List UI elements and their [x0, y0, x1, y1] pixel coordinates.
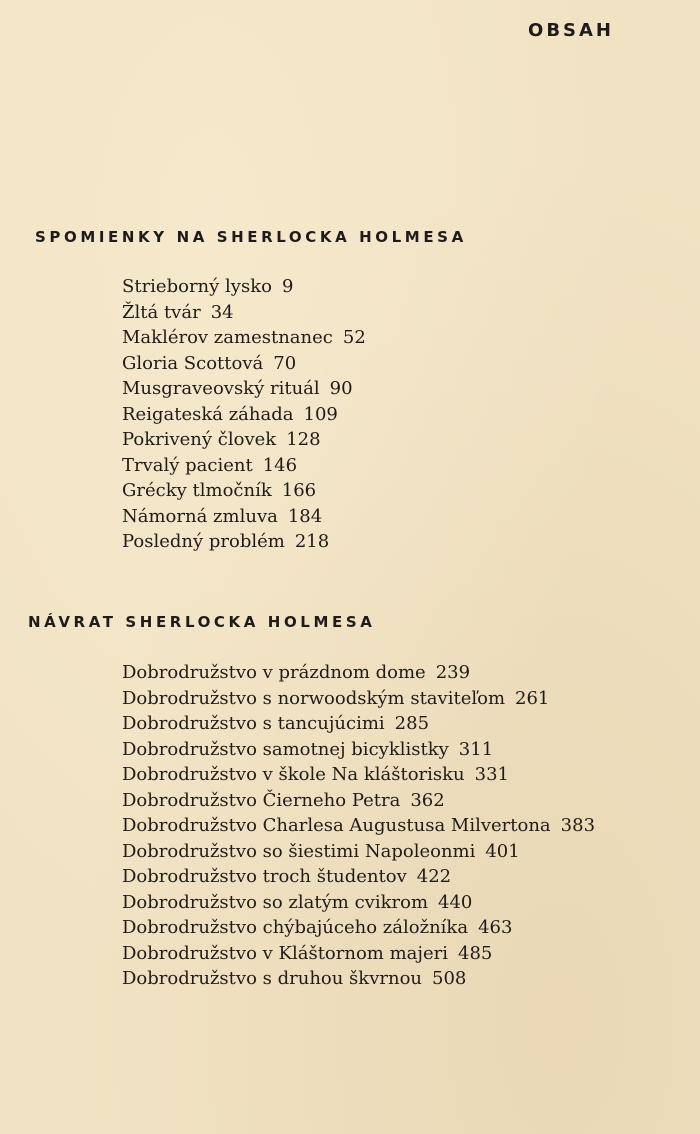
toc-entry-title: Dobrodružstvo chýbajúceho záložníka: [122, 917, 469, 938]
toc-entry-page-number: 52: [342, 327, 366, 348]
toc-entry-page-number: 485: [458, 942, 493, 964]
toc-entry: [122, 376, 366, 402]
toc-entry: [122, 529, 366, 555]
toc-entry-page-number: 146: [262, 454, 298, 476]
toc-entry-page-number: 90: [329, 378, 353, 399]
page-title: OBSAH: [528, 20, 614, 41]
toc-entry-title: Dobrodružstvo v Kláštornom majeri: [122, 942, 448, 964]
toc-entry-title: Dobrodružstvo samotnej bicyklistky: [122, 738, 449, 760]
toc-entry: [122, 402, 366, 428]
toc-entry: [122, 686, 595, 712]
toc-entry-page-number: 285: [394, 713, 430, 734]
toc-entry-title: Musgraveovský rituál: [122, 378, 320, 399]
toc-entry: [122, 504, 366, 530]
toc-entry-title: Námorná zmluva: [122, 505, 278, 527]
toc-entry: [122, 351, 366, 377]
toc-entry: [122, 864, 595, 890]
toc-entry-title: Pokrivený človek: [122, 429, 277, 450]
toc-entry-title: Dobrodružstvo troch študentov: [122, 866, 407, 887]
toc-entry-page-number: 311: [458, 738, 494, 760]
toc-entry: [122, 453, 366, 479]
section-heading-spomienky: SPOMIENKY NA SHERLOCKA HOLMESA: [35, 228, 467, 246]
toc-entry-page-number: 184: [287, 505, 323, 527]
toc-entry: [122, 274, 366, 300]
toc-entry-page-number: 331: [474, 764, 510, 785]
toc-entry: [122, 427, 366, 453]
toc-entry-page-number: 9: [281, 276, 294, 297]
toc-entry-page-number: 261: [515, 687, 550, 709]
toc-entry-title: Žltá tvár: [122, 301, 201, 323]
toc-entry-page-number: 70: [273, 352, 297, 374]
toc-entry-page-number: 401: [485, 840, 520, 862]
toc-entry-title: Strieborný lysko: [122, 276, 272, 297]
toc-entry-title: Dobrodružstvo s tancujúcimi: [122, 713, 385, 734]
toc-entry: [122, 966, 595, 992]
toc-entry-title: Trvalý pacient: [122, 454, 253, 476]
toc-entry-page-number: 128: [286, 429, 321, 450]
toc-entry-title: Dobrodružstvo s norwoodským staviteľom: [122, 687, 506, 709]
toc-entry-title: Dobrodružstvo v prázdnom dome: [122, 662, 426, 683]
toc-entry-page-number: 34: [210, 301, 234, 323]
toc-entry: [122, 813, 595, 839]
toc-entry: [122, 890, 595, 916]
toc-entry-title: Dobrodružstvo so šiestimi Napoleonmi: [122, 840, 476, 862]
toc-entry-title: Dobrodružstvo Charlesa Augustusa Milvertona: [122, 815, 551, 836]
toc-entry-page-number: 218: [294, 531, 330, 552]
toc-entry: [122, 711, 595, 737]
toc-entry: [122, 737, 595, 763]
toc-entry: [122, 839, 595, 865]
toc-entry: [122, 300, 366, 326]
toc-entry: [122, 762, 595, 788]
toc-entry: [122, 478, 366, 504]
toc-list-navrat: [122, 660, 595, 992]
toc-entry-page-number: 166: [281, 480, 317, 501]
toc-entry: [122, 325, 366, 351]
toc-entry: [122, 660, 595, 686]
toc-list-spomienky: [122, 274, 366, 555]
toc-entry-page-number: 383: [560, 815, 596, 836]
toc-entry: [122, 915, 595, 941]
toc-entry-title: Dobrodružstvo so zlatým cvikrom: [122, 891, 429, 913]
toc-entry-title: Dobrodružstvo s druhou škvrnou: [122, 968, 422, 989]
toc-entry-title: Dobrodružstvo Čierneho Petra: [122, 789, 401, 811]
toc-entry-page-number: 508: [432, 968, 467, 989]
toc-entry-page-number: 239: [435, 662, 471, 683]
toc-entry-page-number: 422: [416, 866, 452, 887]
toc-entry-title: Dobrodružstvo v škole Na kláštorisku: [122, 764, 465, 785]
toc-entry-title: Maklérov zamestnanec: [122, 327, 333, 348]
section-heading-navrat: NÁVRAT SHERLOCKA HOLMESA: [28, 613, 376, 631]
toc-entry-page-number: 109: [303, 403, 338, 425]
toc-entry-page-number: 463: [478, 917, 513, 938]
toc-entry-title: Reigateská záhada: [122, 403, 294, 425]
toc-entry-title: Posledný problém: [122, 531, 285, 552]
toc-entry-title: Gloria Scottová: [122, 352, 264, 374]
toc-entry: [122, 941, 595, 967]
toc-entry-title: Grécky tlmočník: [122, 480, 272, 501]
toc-entry-page-number: 362: [410, 789, 445, 811]
toc-entry: [122, 788, 595, 814]
toc-entry-page-number: 440: [438, 891, 473, 913]
